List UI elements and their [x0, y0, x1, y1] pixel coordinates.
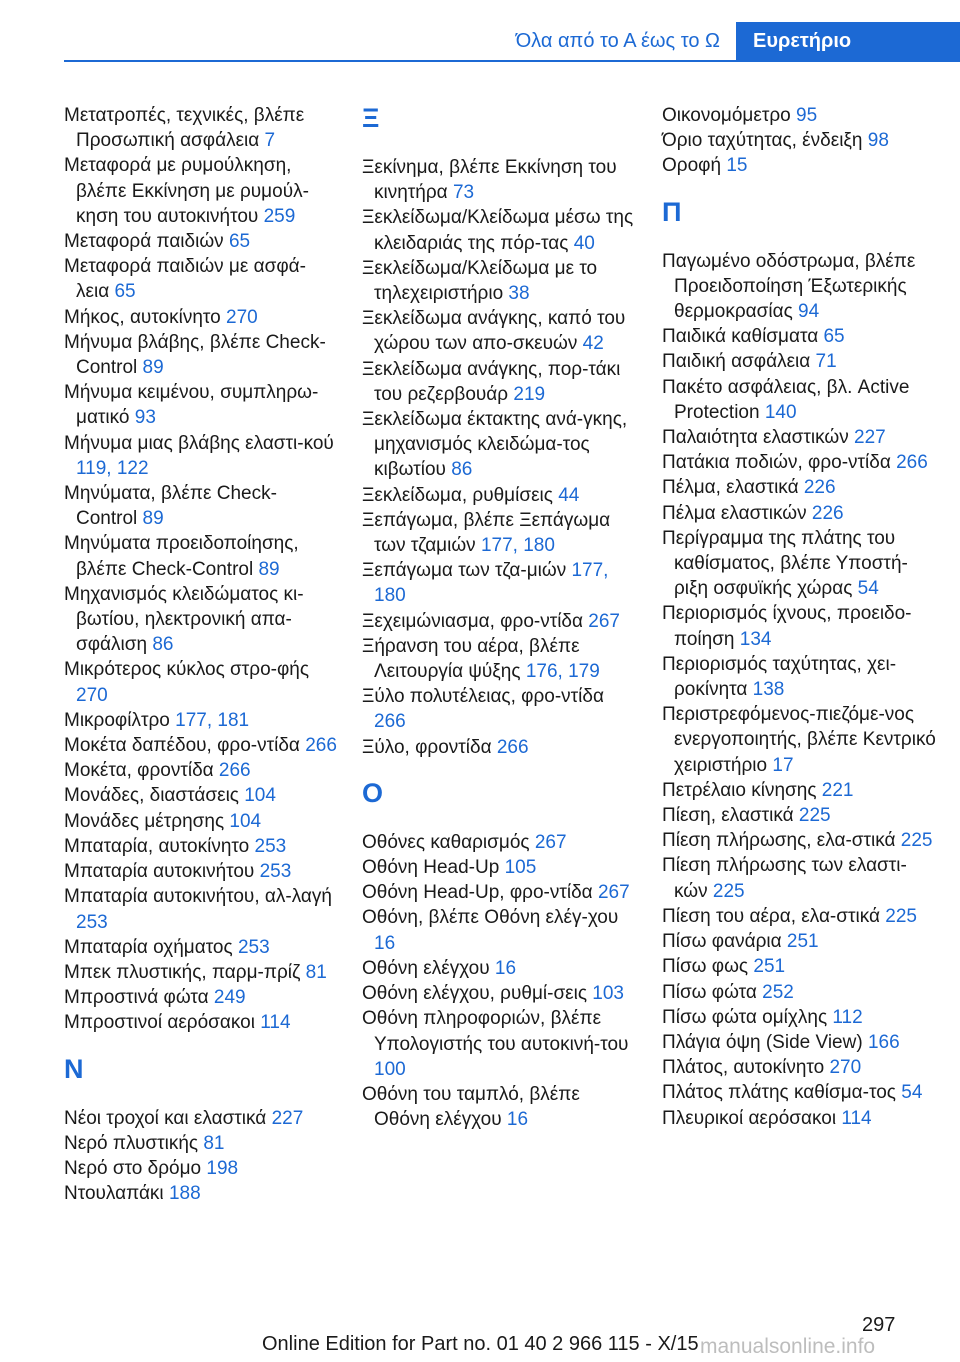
index-entry-term: Μπαταρία οχήματος [64, 936, 238, 958]
index-page-link[interactable]: 105 [504, 857, 537, 879]
index-tab[interactable]: Ευρετήριο [736, 22, 960, 60]
index-entry [662, 828, 936, 853]
index-page-link[interactable]: 227 [271, 1107, 304, 1129]
index-entry-term: Μηνύματα, βλέπε Check-Control [64, 483, 277, 530]
index-page-link[interactable]: 89 [142, 357, 164, 379]
index-page-link[interactable]: 266 [305, 735, 337, 757]
index-entry-term: Ξεπάγωμα των τζα‐μιών [362, 560, 572, 582]
edition-note: Online Edition for Part no. 01 40 2 966 115 - X/15 [262, 1333, 699, 1355]
index-page-link[interactable]: 134 [739, 628, 772, 650]
index-page-link[interactable]: 95 [796, 105, 818, 126]
index-page-link[interactable]: 81 [203, 1132, 225, 1154]
index-entry-term: Ξεκλείδωμα/Κλείδωμα με το τηλεχειριστήριο [362, 257, 598, 305]
index-entry [64, 783, 338, 808]
index-entry-term: Μηνύματα προειδοποίησης, βλέπε Check-Control [64, 533, 299, 580]
index-page-link[interactable]: 270 [76, 684, 108, 706]
index-entry-term: Πίεση, ελαστικά [662, 805, 799, 827]
index-entry [662, 128, 936, 153]
index-entry [362, 1006, 636, 1082]
index-entry-term: Μοκέτα δαπέδου, φρο‐ντίδα [64, 735, 306, 757]
index-entry-term: Περίγραμμα της πλάτης του καθίσματος, βλέπε Υποστή‐ριξη οσφυϊκής χώρας [662, 527, 908, 600]
index-page-link[interactable]: 177, 180 [480, 535, 555, 557]
index-entry [662, 1106, 936, 1131]
index-entry-term: Ξεκίνημα, βλέπε Εκκίνηση του κινητήρα [362, 157, 617, 204]
index-entry [64, 330, 338, 380]
index-entry [662, 778, 936, 803]
index-entry-term: Πλάτος πλάτης καθίσμα‐τος [662, 1082, 902, 1104]
index-entry [64, 531, 338, 581]
index-page-link[interactable]: 267 [588, 610, 620, 632]
index-entry [362, 634, 636, 684]
index-entry [662, 324, 936, 349]
index-entry-term: Οροφή [662, 155, 727, 177]
index-page-link[interactable]: 98 [867, 130, 889, 152]
index-page-link[interactable]: 140 [764, 401, 797, 423]
index-entry-term: Παιδικά καθίσματα [662, 326, 824, 348]
index-page-link[interactable]: 89 [258, 558, 280, 580]
index-entry-term: Μεταφορά παιδιών [64, 231, 229, 253]
index-entry-term: Ξύλο πολυτέλειας, φρο‐ντίδα [362, 686, 604, 708]
index-entry-term: Παιδική ασφάλεια [662, 351, 816, 373]
index-entry-term: Πλευρικοί αερόσακοι [662, 1107, 842, 1129]
index-entry [362, 1082, 636, 1132]
index-entry-term: Οθόνη του ταμπλό, βλέπε Οθόνη ελέγχου [362, 1083, 580, 1131]
index-entry [64, 305, 338, 330]
index-page-link[interactable]: 166 [867, 1031, 900, 1053]
index-entry [662, 803, 936, 828]
index-page-link[interactable]: 114 [260, 1012, 291, 1034]
index-entry-term: Οθόνη, βλέπε Οθόνη ελέγ‐χου [362, 907, 619, 929]
index-entry-term: Ξεκλείδωμα ανάγκης, πορ‐τάκι του ρεζερβουάρ [362, 358, 621, 405]
index-letter-heading: Ξ [362, 103, 380, 133]
index-entry [362, 256, 636, 306]
index-entry [64, 985, 338, 1010]
index-entry [64, 960, 338, 985]
index-entry [362, 880, 636, 905]
index-entry [362, 558, 636, 608]
index-entry [662, 375, 936, 425]
index-entry [64, 708, 338, 733]
index-page-link[interactable]: 54 [857, 578, 879, 600]
index-page-link[interactable]: 114 [841, 1107, 872, 1129]
index-entry-term: Ξεκλείδωμα ανάγκης, καπό του χώρου των απο‐σκευών [362, 308, 626, 355]
index-entry [64, 431, 338, 481]
index-page-link[interactable]: 266 [496, 736, 529, 758]
index-entry [64, 834, 338, 859]
index-entry-term: Πλάγια όψη (Side View) [662, 1031, 868, 1053]
index-entry [64, 758, 338, 783]
index-page-link[interactable]: 198 [206, 1157, 239, 1179]
index-letter-heading: Ο [362, 777, 384, 808]
index-entry-term: Μήνυμα βλάβης, βλέπε Check-Control [64, 331, 326, 379]
index-page-link[interactable]: 266 [374, 711, 406, 733]
index-page-link[interactable]: 54 [901, 1082, 923, 1104]
index-entry [362, 684, 636, 734]
index-entry [362, 830, 636, 855]
index-entry [64, 582, 338, 658]
index-entry [662, 929, 936, 954]
index-entry [362, 956, 636, 981]
index-letter-heading: Ν [64, 1053, 84, 1084]
index-page-link[interactable]: 103 [592, 983, 624, 1005]
index-page-link[interactable]: 38 [508, 283, 530, 305]
index-entry [64, 1156, 338, 1181]
index-entry-term: Μπεκ πλυστικής, παρμ‐πρίζ [64, 961, 306, 983]
index-page-link[interactable]: 89 [142, 508, 164, 530]
index-page-link[interactable]: 86 [152, 634, 174, 656]
index-entry [662, 652, 936, 702]
index-entry [662, 450, 936, 475]
index-page-link[interactable]: 176, 179 [525, 661, 600, 683]
index-page-link[interactable]: 270 [829, 1057, 862, 1079]
index-page-link[interactable]: 104 [244, 785, 276, 807]
index-entry-term: Ξήρανση του αέρα, βλέπε Λειτουργία ψύξης [362, 635, 580, 683]
index-entry-term: Νερό στο δρόμο [64, 1157, 207, 1179]
index-page-link[interactable]: 71 [815, 351, 837, 373]
index-entry [662, 249, 936, 325]
index-entry [662, 349, 936, 374]
index-entry [64, 859, 338, 884]
index-column-3 [662, 103, 936, 1131]
index-column-2 [362, 103, 636, 1132]
index-entry [662, 853, 936, 903]
index-entry [64, 1131, 338, 1156]
index-entry [64, 733, 338, 758]
index-page-link[interactable]: 119, 122 [76, 457, 149, 479]
index-entry-term: Μικρότερος κύκλος στρο‐φής [64, 659, 310, 681]
index-entry [64, 153, 338, 229]
index-page-link[interactable]: 112 [832, 1006, 863, 1028]
index-entry-term: Πλάτος, αυτοκίνητο [662, 1057, 830, 1079]
index-entry [662, 904, 936, 929]
index-entry-term: Ξεκλείδωμα, ρυθμίσεις [362, 484, 559, 506]
index-page-link[interactable]: 16 [374, 932, 396, 954]
index-entry [662, 475, 936, 500]
index-entry [662, 501, 936, 526]
index-page-link[interactable]: 177, 181 [175, 709, 250, 731]
index-entry [362, 357, 636, 407]
index-entry [362, 855, 636, 880]
index-entry-term: Οικονομόμετρο [662, 105, 796, 126]
index-page-link[interactable]: 16 [494, 957, 517, 979]
index-entry [362, 735, 636, 760]
index-page-link[interactable]: 225 [885, 905, 917, 927]
index-entry [362, 981, 636, 1006]
index-entry-term: Πίσω φώτα [662, 981, 763, 1003]
index-page-link[interactable]: 44 [558, 484, 580, 506]
index-entry-term: Πατάκια ποδιών, φρο‐ντίδα [662, 452, 897, 474]
index-entry [662, 1055, 936, 1080]
index-letter-heading: Π [662, 196, 682, 227]
index-page-link[interactable]: 15 [726, 155, 748, 177]
index-page-link[interactable]: 40 [573, 232, 595, 254]
index-entry-term: Οθόνη ελέγχου, ρυθμί‐σεις [362, 983, 593, 1005]
index-page-link[interactable]: 226 [803, 477, 836, 499]
index-entry-term: Οθόνη Head-Up, φρο‐ντίδα [362, 882, 598, 904]
index-entry [662, 1030, 936, 1055]
index-entry-term: Οθόνες καθαρισμός [362, 831, 535, 853]
index-page-link[interactable]: 259 [263, 205, 296, 227]
index-page-link[interactable]: 253 [76, 911, 108, 933]
index-page-link[interactable]: 253 [254, 835, 287, 857]
index-entry-term: Πακέτο ασφάλειας, βλ. Active Protection [662, 376, 910, 423]
index-page-link[interactable]: 225 [798, 805, 831, 827]
index-entry-term: Μονάδες, διαστάσεις [64, 785, 245, 807]
index-entry-term: Ξεκλείδωμα/Κλείδωμα μέσω της κλειδαριάς της πόρ‐τας [362, 207, 634, 254]
index-entry [64, 1010, 338, 1035]
index-page-link[interactable]: 267 [534, 831, 567, 853]
index-entry [662, 702, 936, 778]
index-page-link[interactable]: 253 [237, 936, 270, 958]
index-entry-term: Περιορισμός ταχύτητας, χει‐ροκίνητα [662, 653, 897, 701]
index-entry-term: Πετρέλαιο κίνησης [662, 779, 822, 801]
index-entry-term: Πίεση πλήρωσης, ελα‐στικά [662, 830, 901, 852]
index-page-link[interactable]: 251 [786, 931, 819, 953]
index-entry-term: Ντουλαπάκι [64, 1183, 169, 1205]
index-entry [64, 657, 338, 707]
index-page-link[interactable]: 225 [712, 880, 745, 902]
index-page-link[interactable]: 249 [213, 987, 246, 1009]
index-entry [362, 306, 636, 356]
index-entry [64, 1106, 338, 1131]
index-entry-term: Ξεπάγωμα, βλέπε Ξεπάγωμα των τζαμιών [362, 509, 611, 557]
index-entry-term: Νερό πλυστικής [64, 1132, 204, 1154]
index-entry-term: Πίσω φανάρια [662, 931, 787, 953]
index-entry-term: Ξύλο, φροντίδα [362, 736, 497, 758]
index-page-link[interactable]: 65 [228, 231, 251, 253]
index-entry-term: Περιορισμός ίχνους, προειδο‐ποίηση [662, 603, 912, 650]
index-page-link[interactable]: 42 [582, 333, 604, 355]
page-number: 297 [862, 1314, 896, 1336]
page-header [0, 0, 960, 62]
index-entry [64, 380, 338, 430]
index-entry [662, 980, 936, 1005]
index-entry [662, 1080, 936, 1105]
index-entry [662, 954, 936, 979]
index-entry-term: Νέοι τροχοί και ελαστικά [64, 1107, 272, 1129]
index-page-link[interactable]: 267 [597, 882, 630, 904]
index-entry-term: Παγωμένο οδόστρωμα, βλέπε Προειδοποίηση Έξωτερικής θερμοκρασίας [662, 250, 916, 323]
index-page-link[interactable]: 270 [226, 306, 258, 328]
index-entry [64, 481, 338, 531]
index-page-link[interactable]: 221 [821, 779, 854, 801]
index-entry-term: Μονάδες μέτρησης [64, 810, 230, 832]
index-page-link[interactable]: 227 [854, 427, 886, 449]
index-entry [362, 205, 636, 255]
index-entry-term: Πίεση του αέρα, ελα‐στικά [662, 905, 886, 927]
header-divider [64, 60, 960, 62]
index-page-link[interactable]: 226 [811, 502, 844, 524]
index-entry-term: Περιστρεφόμενος-πιεζόμε‐νος ενεργοποιητής, βλέπε Κεντρικό χειριστήριο [662, 704, 936, 776]
index-page-link[interactable]: 100 [374, 1058, 406, 1080]
index-entry [362, 407, 636, 483]
index-entry [362, 609, 636, 634]
index-entry-term: Πέλμα ελαστικών [662, 502, 812, 524]
index-page-link[interactable]: 177, 180 [374, 560, 609, 607]
index-entry [362, 508, 636, 558]
index-entry-term: Μπαταρία, αυτοκίνητο [64, 835, 255, 857]
index-page-link[interactable]: 93 [134, 407, 156, 429]
index-entry-term: Μπαταρία αυτοκινήτου, αλ‐λαγή [64, 886, 332, 908]
index-entry-term: Μήνυμα κειμένου, συμπληρω‐ματικό [64, 382, 319, 429]
watermark: manualsonline.info [700, 1335, 876, 1358]
index-entry-term: Μπροστινοί αερόσακοι [64, 1012, 261, 1034]
index-page-link[interactable]: 104 [229, 810, 262, 832]
index-page-link[interactable]: 188 [168, 1183, 201, 1205]
index-page-link[interactable]: 65 [114, 281, 136, 303]
index-entry-term: Μοκέτα, φροντίδα [64, 760, 219, 782]
index-entry-term: Παλαιότητα ελαστικών [662, 427, 854, 449]
index-entry-term: Μικροφίλτρο [64, 709, 176, 731]
index-entry [64, 1181, 338, 1206]
index-entry-term: Μπαταρία αυτοκινήτου [64, 861, 260, 883]
index-entry [662, 526, 936, 602]
index-page-link[interactable]: 251 [753, 956, 786, 978]
index-page-link[interactable]: 81 [305, 961, 327, 983]
index-entry [64, 103, 338, 153]
index-entry-term: Ξεκλείδωμα έκτακτης ανά‐γκης, μηχανισμός κλειδώμα‐τος κιβωτίου [362, 409, 628, 481]
index-entry-term: Μεταφορά παιδιών με ασφά‐λεια [64, 256, 306, 303]
index-entry-term: Μπροστινά φώτα [64, 987, 214, 1009]
index-entry-term: Πέλμα, ελαστικά [662, 477, 804, 499]
index-entry-term: Μετατροπές, τεχνικές, βλέπε Προσωπική ασφάλεια [64, 105, 305, 152]
index-entry [662, 1005, 936, 1030]
index-page-link[interactable]: 219 [513, 383, 546, 405]
index-page-link[interactable]: 252 [762, 981, 794, 1003]
index-page-link[interactable]: 17 [772, 754, 794, 776]
index-entry [64, 935, 338, 960]
index-entry [64, 809, 338, 834]
index-entry-term: Μήνυμα μιας βλάβης ελαστι‐κού [64, 432, 334, 454]
index-entry [362, 905, 636, 955]
index-entry [662, 153, 936, 178]
index-page-link[interactable]: 253 [259, 861, 292, 883]
index-page-link[interactable]: 94 [798, 301, 820, 323]
index-entry [362, 483, 636, 508]
index-entry-term: Μηχανισμός κλειδώματος κι‐βωτίου, ηλεκτρονική απα‐σφάλιση [64, 583, 304, 656]
index-page-link[interactable]: 73 [452, 182, 475, 204]
index-entry-term: Οθόνη Head-Up [362, 857, 505, 879]
index-entry-term: Πίεση πλήρωσης των ελαστι‐κών [662, 855, 907, 902]
index-entry [64, 254, 338, 304]
index-entry [64, 229, 338, 254]
index-entry [362, 155, 636, 205]
index-entry [662, 425, 936, 450]
index-entry-term: Ξεχειμώνιασμα, φρο‐ντίδα [362, 610, 589, 632]
index-entry-term: Οθόνη ελέγχου [362, 957, 495, 979]
index-page-link[interactable]: 266 [218, 760, 251, 782]
index-page-link[interactable]: 7 [264, 130, 276, 152]
section-title: Όλα από το Α έως το Ω [515, 30, 720, 52]
index-entry-term: Όριο ταχύτητας, ένδειξη [662, 130, 868, 152]
index-entry [64, 884, 338, 934]
index-page-link[interactable]: 16 [506, 1109, 529, 1131]
index-entry-term: Οθόνη πληροφοριών, βλέπε Υπολογιστής του αυτοκινή‐του [362, 1008, 629, 1055]
index-page-link[interactable]: 65 [823, 326, 845, 348]
index-entry [662, 601, 936, 651]
index-entry [662, 103, 936, 128]
index-page-link[interactable]: 266 [896, 452, 928, 474]
index-page-link[interactable]: 138 [752, 679, 785, 701]
index-entry-term: Μήκος, αυτοκίνητο [64, 306, 226, 328]
index-column-1 [64, 103, 338, 1206]
index-entry-term: Μεταφορά με ρυμούλκηση, βλέπε Εκκίνηση με ρυμούλ‐κηση του αυτοκινήτου [64, 155, 309, 227]
index-page-link[interactable]: 86 [451, 459, 473, 481]
index-page-link[interactable]: 225 [900, 830, 933, 852]
index-entry-term: Πίσω φως [662, 956, 754, 978]
index-entry-term: Πίσω φώτα ομίχλης [662, 1006, 833, 1028]
